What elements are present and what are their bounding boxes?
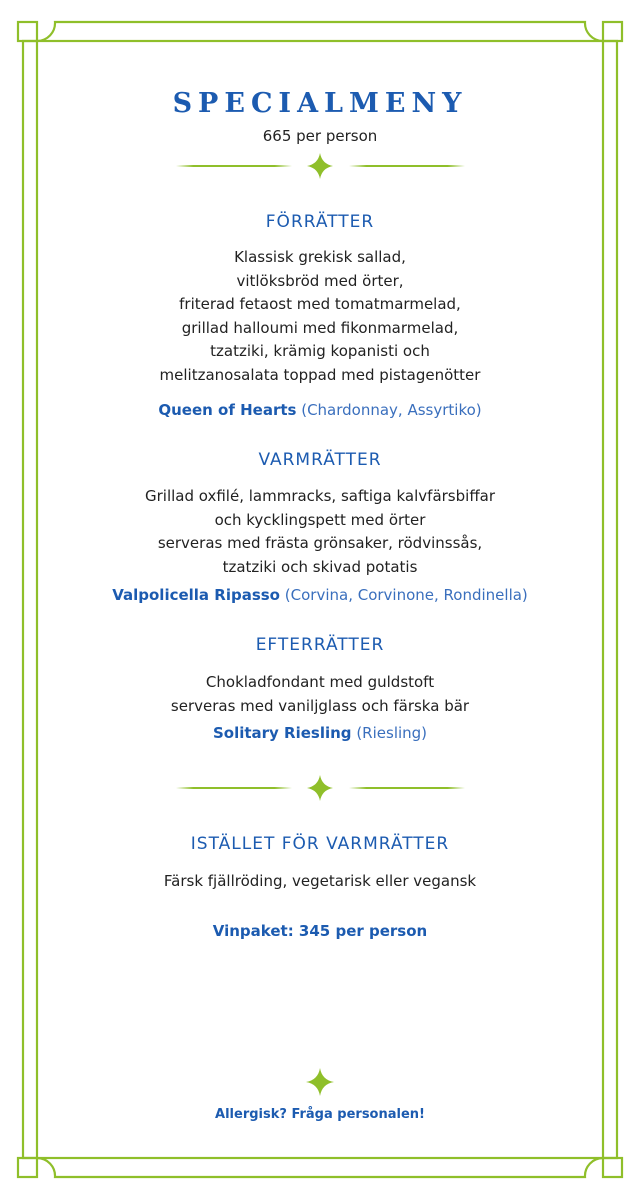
four-point-star-icon (307, 153, 333, 179)
wine-package-price: Vinpaket: 345 per person (212, 922, 428, 940)
wine-grapes: (Chardonnay, Assyrtiko) (301, 401, 482, 419)
four-point-star-icon (307, 775, 333, 801)
corner-square-tl (18, 22, 37, 41)
dish-line: tzatziki, krämig kopanisti och (210, 342, 430, 360)
section-title-varmratter: VARMRÄTTER (258, 450, 382, 470)
wine-grapes: (Corvina, Corvinone, Rondinella) (284, 586, 528, 604)
corner-square-tr (603, 22, 622, 41)
wine-pairing-efterratter (0, 724, 640, 742)
menu-title: SPECIALMENY (172, 88, 468, 119)
wine-name: Queen of Hearts (158, 401, 297, 419)
wine-grapes: (Riesling) (356, 724, 428, 742)
menu-price: 665 per person (262, 127, 378, 145)
wine-name: Valpolicella Ripasso (112, 586, 280, 604)
section-body-forratter (0, 246, 640, 387)
dish-line: och kycklingspett med örter (214, 510, 426, 529)
dish-line: Grillad oxfilé, lammracks, saftiga kalvfärsbiffar (144, 487, 496, 505)
ornament-divider (0, 151, 640, 181)
wine-pairing-varmratter (0, 586, 640, 604)
dish-line: vitlöksbröd med örter, (236, 271, 404, 290)
section-title-forratter: FÖRRÄTTER (265, 212, 375, 232)
section-title-alternative: ISTÄLLET FÖR VARMRÄTTER (190, 834, 450, 854)
wine-pairing-forratter (0, 401, 640, 419)
corner-square-bl (18, 1158, 37, 1177)
corner-square-br (603, 1158, 622, 1177)
ornament-divider (0, 773, 640, 803)
dish-line: tzatziki och skivad potatis (222, 557, 418, 576)
section-title-efterratter: EFTERRÄTTER (255, 635, 385, 655)
dish-line: serveras med vaniljglass och färska bär (170, 696, 470, 715)
section-body-efterratter (0, 671, 640, 718)
dish-line: melitzanosalata toppad med pistagenötter (159, 365, 481, 384)
dish-line: grillad halloumi med fikonmarmelad, (181, 318, 459, 337)
section-body-varmratter (0, 485, 640, 579)
dish-line: serveras med frästa grönsaker, rödvinssås, (157, 534, 483, 552)
dish-line: friterad fetaost med tomatmarmelad, (179, 295, 461, 313)
allergy-notice: Allergisk? Fråga personalen! (215, 1107, 425, 1122)
alternative-text: Färsk fjällröding, vegetarisk eller vegansk (163, 872, 477, 890)
four-point-star-icon (305, 1067, 335, 1097)
dish-line: Chokladfondant med guldstoft (205, 673, 435, 691)
wine-name: Solitary Riesling (212, 724, 352, 742)
dish-line: Klassisk grekisk sallad, (234, 248, 406, 266)
